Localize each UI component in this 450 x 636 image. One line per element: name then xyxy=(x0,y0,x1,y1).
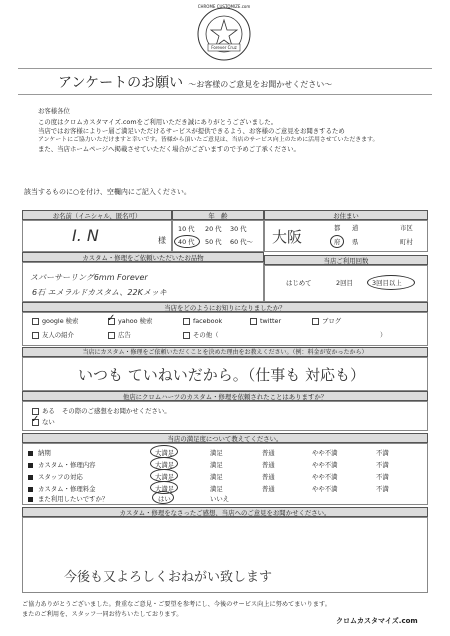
pref-fu[interactable]: 府 xyxy=(334,238,341,246)
page-title xyxy=(58,72,398,92)
pref-do[interactable]: 道 xyxy=(352,224,359,232)
label-yes-note: その際のご感想をお聞かせください。 xyxy=(62,407,171,415)
bullet-icon xyxy=(28,463,33,468)
logo xyxy=(196,6,252,62)
footer-line-1: ご協力ありがとうございました。貴重なご意見・ご要望を参考にし、今後のサービス向上に努めてまいります。 xyxy=(22,601,331,608)
other-shop-cell xyxy=(22,401,428,431)
impressions-answer: 今後も又よろしくおねがい致します xyxy=(64,570,273,585)
sat-option[interactable]: やや不満 xyxy=(312,473,338,481)
label-ad: 広告 xyxy=(118,331,131,339)
sat-option[interactable]: 不満 xyxy=(376,485,389,493)
sat-option[interactable]: 不満 xyxy=(376,461,389,469)
reason-header: 当店にカスタム・修理をご依頼いただくことを決めた理由をお教えください。（例：料金が安かったから） xyxy=(22,347,428,357)
header-rule-top xyxy=(18,68,432,69)
sat-option[interactable]: 普通 xyxy=(262,461,275,469)
sat-row-label: 納期 xyxy=(38,449,51,457)
impressions-header: カスタム・修理をなさったご感想、当店へのご意見をお聞かせください。 xyxy=(22,507,428,517)
pref-to[interactable]: 都 xyxy=(334,224,341,232)
age-20[interactable]: 20 代 xyxy=(205,225,222,233)
satisfaction-header: 当店の満足度について教えてください。 xyxy=(22,433,428,443)
sat-option[interactable]: 普通 xyxy=(262,485,275,493)
sat-option[interactable]: やや不満 xyxy=(312,485,338,493)
product-line-2: 6石 エメラルドカスタム、22Kメッキ xyxy=(32,288,167,297)
sat-option[interactable]: 満足 xyxy=(210,461,223,469)
city-shiku[interactable]: 市区 xyxy=(400,224,413,232)
how-found-cell xyxy=(22,312,428,346)
age-60[interactable]: 60 代〜 xyxy=(230,238,253,246)
label-yahoo: yahoo 検索 xyxy=(118,317,153,325)
bullet-icon xyxy=(28,487,33,492)
again-no[interactable]: いいえ xyxy=(210,495,230,503)
sat-option[interactable]: 不満 xyxy=(376,473,389,481)
usage-selected-circle xyxy=(367,275,415,290)
check-mark-no-icon: ✓ xyxy=(31,414,40,425)
instruction: 該当するものに○を付け、空欄内にご記入ください。 xyxy=(24,188,191,196)
address-header: お住まい xyxy=(264,210,428,220)
title-main: アンケートのお願い xyxy=(58,75,184,91)
sat-row-label: スタッフの対応 xyxy=(38,473,83,481)
usage-third[interactable]: 3回目以上 xyxy=(372,279,402,287)
label-google: google 検索 xyxy=(42,317,79,325)
checkbox-google[interactable] xyxy=(32,318,39,325)
footer-line-2: またのご利用を、スタッフ一同お待ちいたしております。 xyxy=(22,611,183,618)
label-other-close: ） xyxy=(380,331,387,339)
name-value: I. N xyxy=(72,226,99,245)
reason-answer: いつも ていねいだから。（仕事も 対応も） xyxy=(78,366,366,384)
address-value: 大阪 xyxy=(272,228,303,246)
sat-option[interactable]: 満足 xyxy=(210,473,223,481)
name-header: お名前（イニシャル、匿名可） xyxy=(22,210,172,220)
header-rule-bottom xyxy=(18,94,432,95)
sat-option[interactable]: 普通 xyxy=(262,449,275,457)
pref-selected-circle xyxy=(330,235,344,248)
bullet-icon xyxy=(28,451,33,456)
product-header: カスタム・修理をご依頼いただいたお品物 xyxy=(22,252,264,262)
age-header: 年 齢 xyxy=(172,210,264,220)
logo-text-top: CHROME CUSTOMIZE.com xyxy=(197,4,251,9)
city-chouson[interactable]: 町村 xyxy=(400,238,413,246)
sat-row-label: カスタム・修理内容 xyxy=(38,461,96,469)
usage-second[interactable]: 2回目 xyxy=(336,279,353,287)
age-10[interactable]: 10 代 xyxy=(178,225,195,233)
age-40[interactable]: 40 代 xyxy=(178,238,195,246)
age-50[interactable]: 50 代 xyxy=(205,238,222,246)
label-friend: 友人の紹介 xyxy=(42,331,74,339)
intro-line-4: また、当店ホームページへ掲載させていただく場合がございますので予めご了承ください。 xyxy=(38,145,300,153)
product-line-1: スパーサーリング6mm Forever xyxy=(30,273,148,282)
sat-option[interactable]: 満足 xyxy=(210,485,223,493)
age-30[interactable]: 30 代 xyxy=(230,225,247,233)
sat-option[interactable]: 普通 xyxy=(262,473,275,481)
how-found-header: 当店をどのようにお知りになりましたか？ xyxy=(22,302,428,312)
intro-line-2: 当店ではお客様によりー層ご満足いただけるサービスが提供できるよう、お客様のご意見をお聞きするため xyxy=(38,127,345,135)
title-sub: 〜お客様のご意見をお聞かせください〜 xyxy=(188,80,333,89)
checkbox-blog[interactable] xyxy=(312,318,319,325)
label-no: ない xyxy=(42,418,55,426)
honorific: 様 xyxy=(158,236,166,245)
sat-row-label: カスタム・修理料金 xyxy=(38,485,96,493)
again-label: また利用したいですか？ xyxy=(38,495,109,503)
footer-brand: クロムカスタマイズ.com xyxy=(336,617,418,625)
usage-first[interactable]: はじめて xyxy=(286,279,312,287)
checkbox-other[interactable] xyxy=(183,332,190,339)
age-selected-circle xyxy=(174,235,200,248)
label-blog: ブログ xyxy=(322,317,342,325)
intro-line-1: この度はクロムカスタマイズ.comをご利用いただき誠にありがとうございました。 xyxy=(38,118,278,126)
usage-header: 当店ご利用回数 xyxy=(264,255,428,265)
sat-option[interactable]: やや不満 xyxy=(312,449,338,457)
sat-option[interactable]: 大満足 xyxy=(155,473,175,481)
label-yes: ある xyxy=(42,407,55,415)
sat-option[interactable]: やや不満 xyxy=(312,461,338,469)
intro-line-3: アンケートにご協力いただけますと幸いです。皆様から頂いたご意見は、当店のサービス向上のために活用させていただきます。 xyxy=(38,137,379,143)
again-selected-circle xyxy=(152,491,174,504)
label-twitter: twitter xyxy=(260,317,282,325)
checkbox-friend[interactable] xyxy=(32,332,39,339)
intro-salutation: お客様各位 xyxy=(38,107,70,115)
sat-option[interactable]: 不満 xyxy=(376,449,389,457)
bullet-icon xyxy=(28,475,33,480)
sat-option[interactable]: 大満足 xyxy=(155,461,175,469)
checkbox-ad[interactable] xyxy=(108,332,115,339)
checkbox-facebook[interactable] xyxy=(183,318,190,325)
bullet-icon xyxy=(28,497,33,502)
sat-option[interactable]: 大満足 xyxy=(155,485,175,493)
logo-text-bottom: Forever Cruz xyxy=(211,45,237,50)
label-other: その他（ xyxy=(193,331,219,339)
check-mark-icon: ✓ xyxy=(107,313,116,324)
pref-ken[interactable]: 県 xyxy=(352,238,359,246)
sat-option[interactable]: 大満足 xyxy=(155,449,175,457)
logo-emblem-icon xyxy=(196,6,252,62)
other-shop-header: 他店にクロムハーツのカスタム・修理を依頼されたことはありますか？ xyxy=(22,391,428,401)
again-yes[interactable]: はい xyxy=(158,495,171,503)
checkbox-twitter[interactable] xyxy=(250,318,257,325)
sat-option[interactable]: 満足 xyxy=(210,449,223,457)
label-facebook: facebook xyxy=(193,317,223,325)
